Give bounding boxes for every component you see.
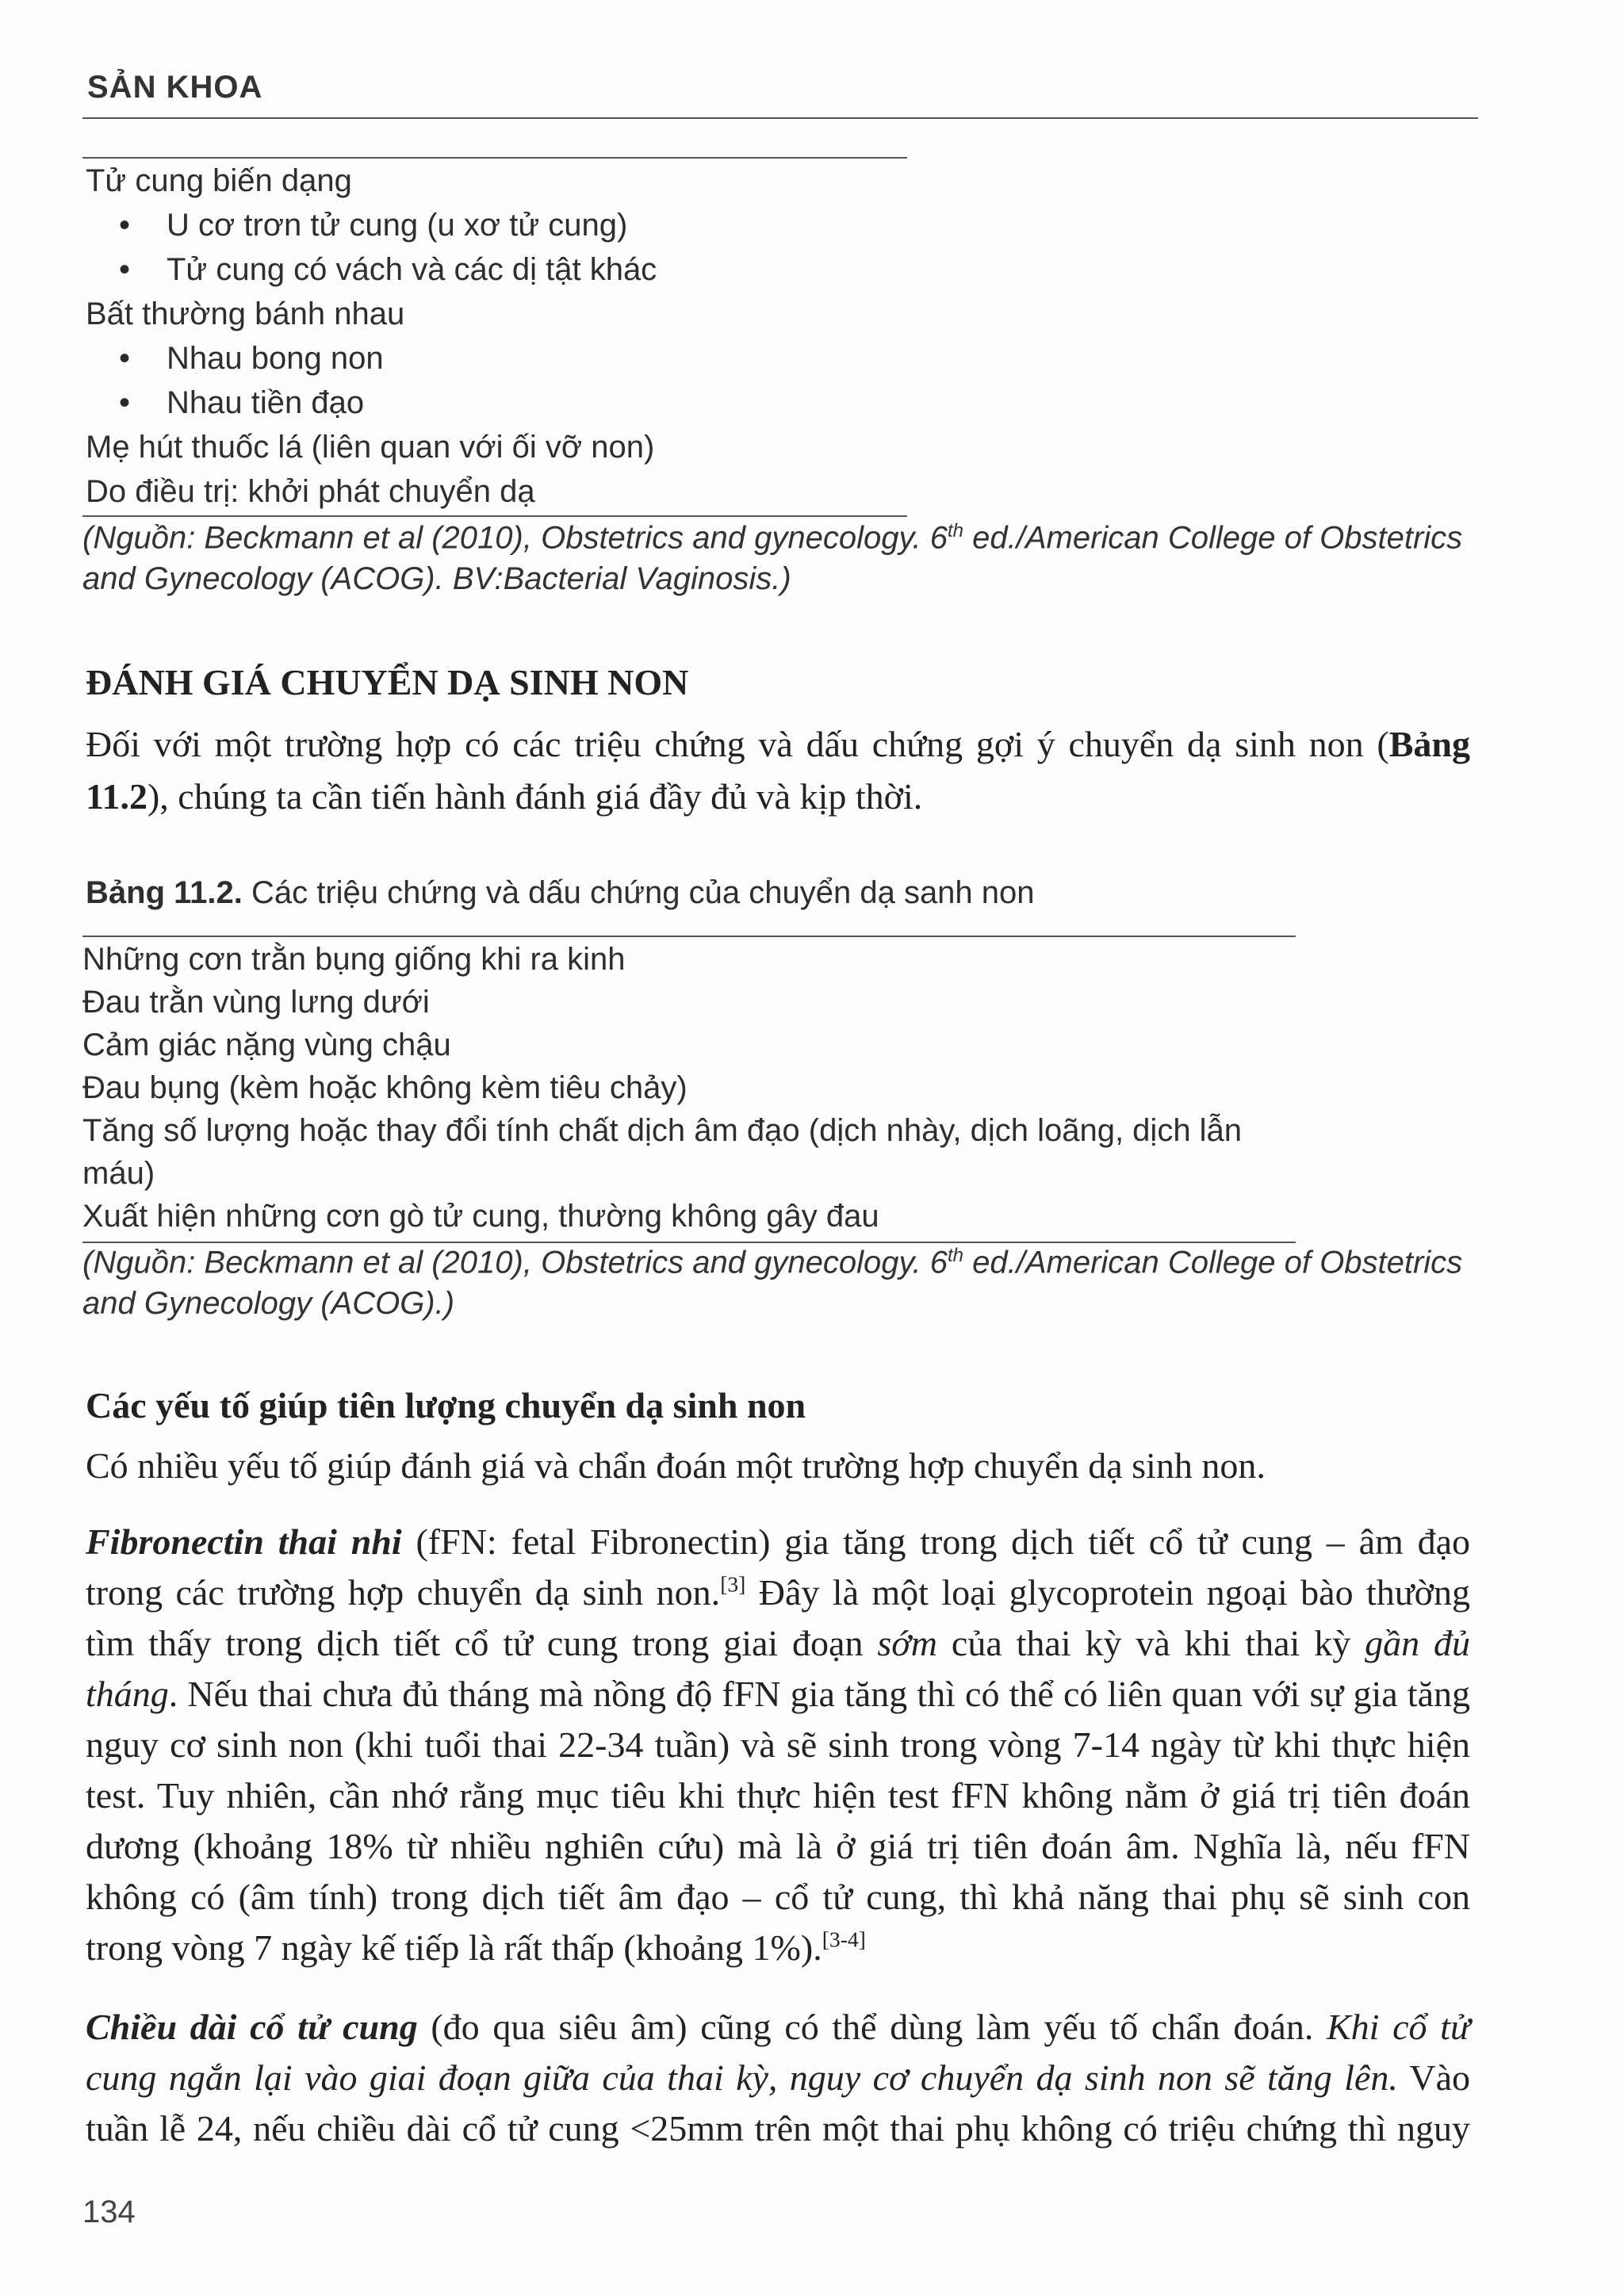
page-number: 134 bbox=[82, 2195, 136, 2229]
table1-top-rule bbox=[82, 157, 907, 159]
table2-row: máu) bbox=[82, 1156, 155, 1191]
table1-row: Nhau tiền đạo bbox=[167, 385, 365, 420]
table1-row: Do điều trị: khởi phát chuyển dạ bbox=[86, 474, 535, 509]
bullet-icon: • bbox=[119, 341, 131, 376]
table2-row: Đau trằn vùng lưng dưới bbox=[82, 985, 430, 1020]
cervix-para-line2: cung ngắn lại vào giai đoạn giữa của thai kỳ, nguy cơ chuyển dạ sinh non sẽ tăng lên. Vào bbox=[86, 2057, 1470, 2098]
table1-bottom-rule bbox=[82, 515, 907, 517]
subsection-intro: Có nhiều yếu tố giúp đánh giá và chẩn đoán một trường hợp chuyển dạ sinh non. bbox=[86, 1445, 1266, 1486]
table1-row: Bất thường bánh nhau bbox=[86, 297, 405, 331]
table1-row: Nhau bong non bbox=[167, 341, 384, 376]
bullet-icon: • bbox=[119, 252, 131, 287]
table1-row: U cơ trơn tử cung (u xơ tử cung) bbox=[167, 208, 628, 243]
ffn-para-line8: không có (âm tính) trong dịch tiết âm đạo – cổ tử cung, thì khả năng thai phụ sẽ sinh con bbox=[86, 1877, 1470, 1917]
table2-bottom-rule bbox=[82, 1242, 1296, 1243]
table1-source-line1: (Nguồn: Beckmann et al (2010), Obstetrics and gynecology. 6th ed./American College of Obstetrics bbox=[82, 520, 1463, 556]
ffn-para-line1: Fibronectin thai nhi (fFN: fetal Fibronectin) gia tăng trong dịch tiết cổ tử cung – âm đạo bbox=[86, 1521, 1471, 1562]
ffn-para-line2: trong các trường hợp chuyển dạ sinh non.[3] Đây là một loại glycoprotein ngoại bào thường bbox=[86, 1571, 1470, 1613]
ffn-para-line6: test. Tuy nhiên, cần nhớ rằng mục tiêu khi thực hiện test fFN không nằm ở giá trị tiên đoán bbox=[86, 1775, 1470, 1816]
table2-row: Tăng số lượng hoặc thay đổi tính chất dịch âm đạo (dịch nhày, dịch loãng, dịch lẫn bbox=[82, 1113, 1243, 1148]
bullet-icon: • bbox=[119, 385, 131, 420]
running-header: SẢN KHOA bbox=[87, 70, 263, 105]
cervix-para-line3: tuần lễ 24, nếu chiều dài cổ tử cung <25mm trên một thai phụ không có triệu chứng thì nguy bbox=[86, 2108, 1470, 2149]
table2-top-rule bbox=[82, 936, 1296, 937]
header-rule bbox=[82, 117, 1478, 119]
subsection-heading: Các yếu tố giúp tiên lượng chuyển dạ sinh non bbox=[86, 1385, 806, 1425]
ffn-para-line5: nguy cơ sinh non (khi tuổi thai 22-34 tuần) và sẽ sinh trong vòng 7-14 ngày từ khi thực hiện bbox=[86, 1724, 1470, 1765]
table2-source-line1: (Nguồn: Beckmann et al (2010), Obstetrics and gynecology. 6th ed./American College of Obstetrics bbox=[82, 1245, 1463, 1280]
cervix-para-line1: Chiều dài cổ tử cung (đo qua siêu âm) cũng có thể dùng làm yếu tố chẩn đoán. Khi cổ tử bbox=[86, 2007, 1470, 2047]
table1-source-line2: and Gynecology (ACOG). BV:Bacterial Vaginosis.) bbox=[82, 561, 791, 596]
table1-row: Mẹ hút thuốc lá (liên quan với ối vỡ non) bbox=[86, 430, 655, 465]
table2-row: Những cơn trằn bụng giống khi ra kinh bbox=[82, 942, 626, 977]
section-intro-line2: 11.2), chúng ta cần tiến hành đánh giá đầy đủ và kịp thời. bbox=[86, 776, 923, 817]
bullet-icon: • bbox=[119, 208, 131, 243]
table2-row: Xuất hiện những cơn gò tử cung, thường không gây đau bbox=[82, 1199, 879, 1234]
table2-row: Cảm giác nặng vùng chậu bbox=[82, 1027, 451, 1062]
section-heading: ĐÁNH GIÁ CHUYỂN DẠ SINH NON bbox=[86, 662, 689, 702]
table2-row: Đau bụng (kèm hoặc không kèm tiêu chảy) bbox=[82, 1070, 688, 1105]
section-intro-line1: Đối với một trường hợp có các triệu chứng và dấu chứng gợi ý chuyển dạ sinh non (Bảng bbox=[86, 724, 1470, 764]
ffn-para-line3: tìm thấy trong dịch tiết cổ tử cung trong giai đoạn sớm của thai kỳ và khi thai kỳ gần đủ bbox=[86, 1623, 1470, 1663]
table1-row: Tử cung có vách và các dị tật khác bbox=[167, 252, 657, 287]
ffn-para-line7: dương (khoảng 18% từ nhiều nghiên cứu) mà là ở giá trị tiên đoán âm. Nghĩa là, nếu fFN bbox=[86, 1826, 1470, 1866]
table1-row: Tử cung biến dạng bbox=[86, 163, 352, 198]
table2-source-line2: and Gynecology (ACOG).) bbox=[82, 1286, 455, 1321]
ffn-para-line9: trong vòng 7 ngày kế tiếp là rất thấp (khoảng 1%).[3-4] bbox=[86, 1927, 866, 1968]
table2-caption: Bảng 11.2. Các triệu chứng và dấu chứng của chuyển dạ sanh non bbox=[86, 875, 1035, 910]
ffn-para-line4: tháng. Nếu thai chưa đủ tháng mà nồng độ fFN gia tăng thì có thể có liên quan với sự gia tăng bbox=[86, 1674, 1470, 1714]
